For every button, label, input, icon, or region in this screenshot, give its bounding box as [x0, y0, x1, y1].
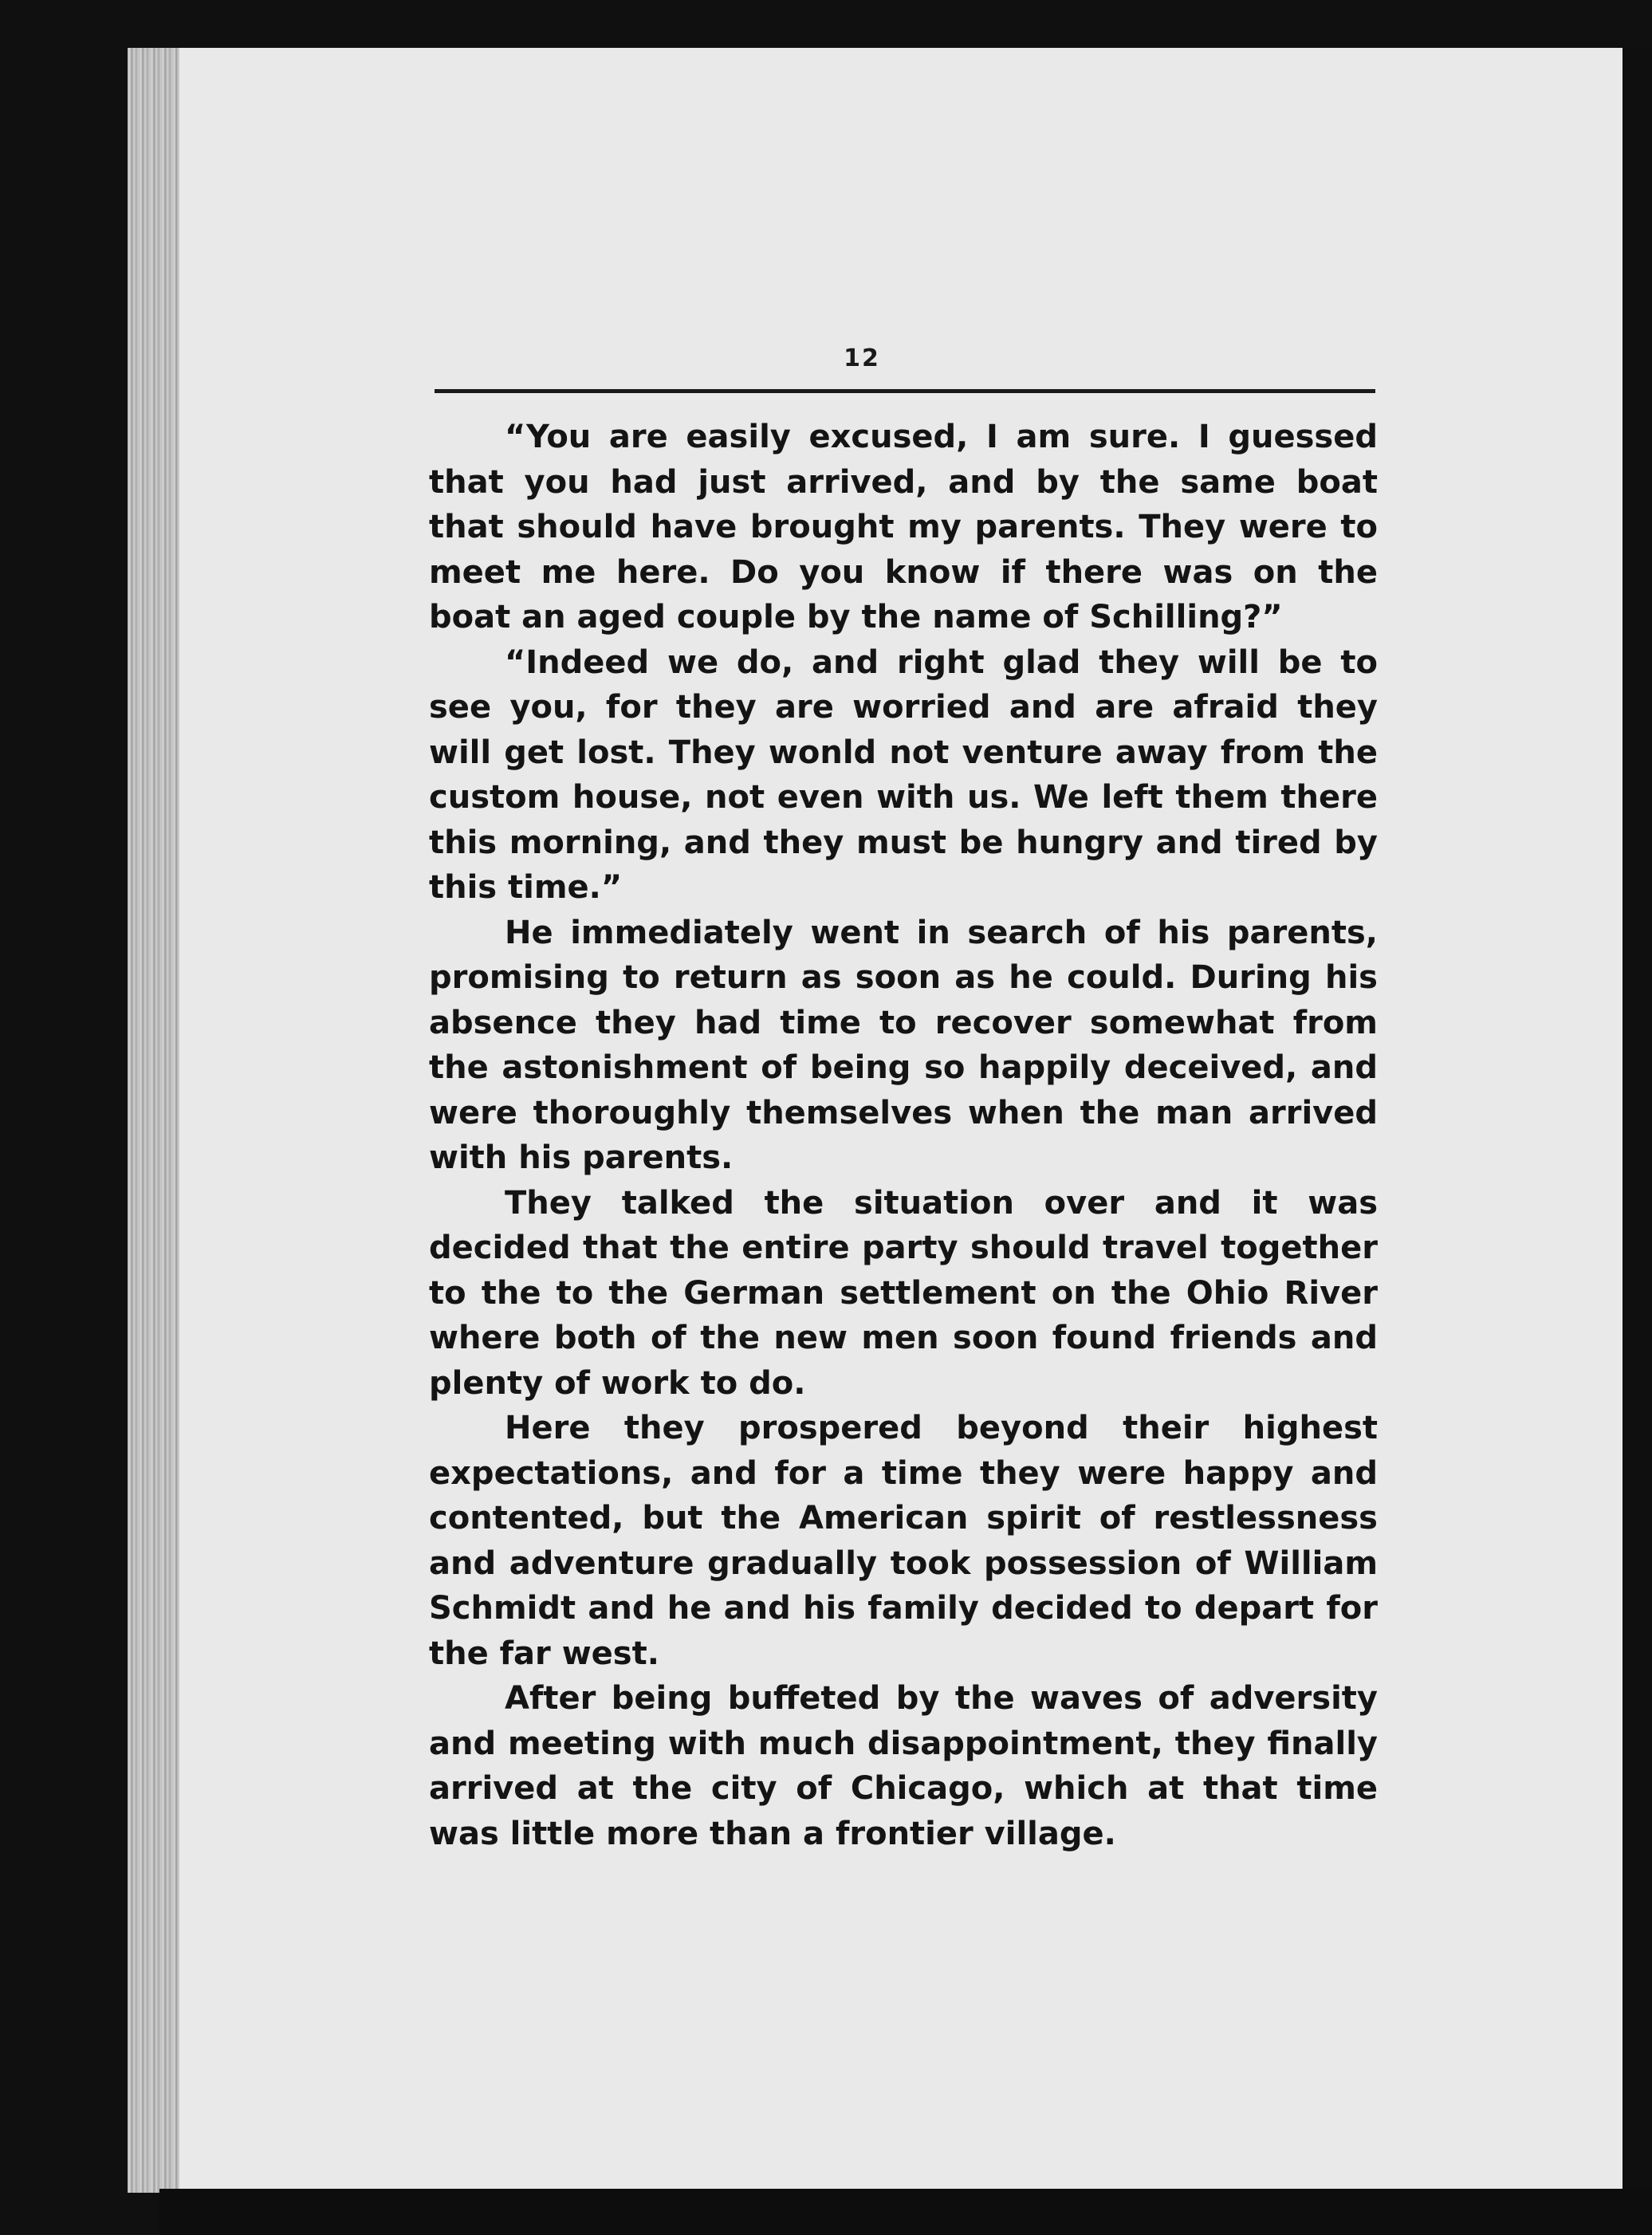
paragraph: Here they prospered beyond their highest expectations, and for a time they were happy and contented, but the American spirit of restlessness and adventure gradually took possession of William Schmidt and he and his family decided to depart for the far west.	[429, 1410, 1378, 1672]
page-bottom-shadow	[159, 2189, 1652, 2235]
header-rule	[435, 389, 1375, 393]
page-number: 12	[844, 344, 880, 372]
paragraph: He immediately went in search of his parents, promising to return as soon as he could. During his absence they had time to recover somewhat from the astonishment of being so happily deceived, and were thoroughly themselves when the man arrived with his parents.	[429, 914, 1378, 1176]
paragraph: “Indeed we do, and right glad they will be to see you, for they are worried and are afraid they will get lost. They wonld not venture away from the custom house, not even with us. We left them there this morning, and they must be hungry and tired by this time.”	[429, 643, 1378, 906]
body-text	[429, 415, 1378, 1856]
paragraph: After being buffeted by the waves of adversity and meeting with much disappointment, they finally arrived at the city of Chicago, which at that time was little more than a frontier village.	[429, 1680, 1378, 1852]
paragraph: “You are easily excused, I am sure. I guessed that you had just arrived, and by the same boat that should have brought my parents. They were to meet me here. Do you know if there was on the boat an aged couple by the name of Schilling?”	[429, 419, 1378, 635]
paragraph: They talked the situation over and it was decided that the entire party should travel together to the to the German settlement on the Ohio River where both of the new men soon found friends and plenty of work to do.	[429, 1184, 1378, 1402]
